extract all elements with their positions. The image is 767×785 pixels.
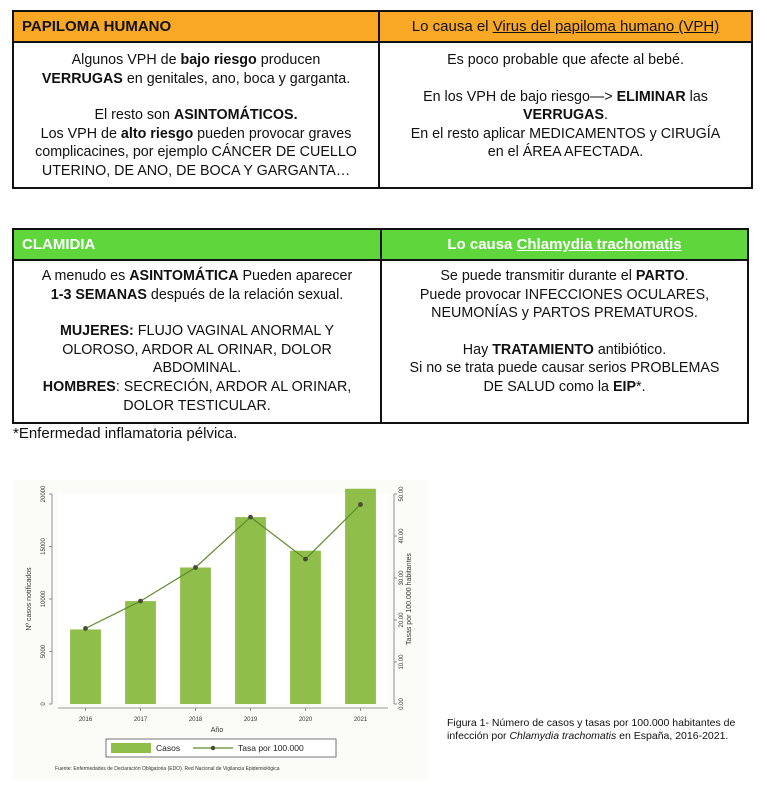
left-axis-title: Nº casos notificados bbox=[26, 567, 33, 631]
text: Algunos VPH de bbox=[71, 52, 181, 68]
x-tick-label: 2017 bbox=[133, 717, 148, 723]
left-tick-label: 0 bbox=[41, 702, 47, 706]
text: Hay bbox=[462, 341, 493, 358]
bar-2019 bbox=[235, 517, 266, 704]
text: antibiótico. bbox=[593, 341, 667, 358]
vph-cause-link[interactable]: Virus del papiloma humano (VPH) bbox=[492, 18, 720, 35]
text: en genitales, ano, boca y garganta. bbox=[122, 70, 351, 87]
footnote: *Enfermedad inflamatoria pélvica. bbox=[13, 425, 238, 442]
right-tick-label: 10.00 bbox=[399, 654, 405, 670]
vph-right-cell bbox=[380, 43, 751, 187]
text: En el resto aplicar MEDICAMENTOS y CIRUGÍA bbox=[410, 125, 721, 142]
bar-2021 bbox=[345, 489, 376, 704]
clamidia-table bbox=[12, 228, 749, 424]
text: En los VPH de bajo riesgo—> bbox=[423, 88, 617, 105]
chart-svg bbox=[13, 480, 428, 780]
clamidia-title: CLAMIDIA bbox=[22, 236, 96, 253]
x-tick-label: 2018 bbox=[188, 717, 203, 723]
right-tick-label: 40.00 bbox=[399, 528, 405, 544]
rate-point-2017 bbox=[138, 599, 143, 604]
text: DE SALUD como la bbox=[483, 378, 613, 395]
text-bold: HOMBRES bbox=[42, 378, 116, 395]
x-axis-title: Año bbox=[210, 727, 224, 734]
text: en el ÁREA AFECTADA. bbox=[487, 144, 644, 161]
figure-caption bbox=[447, 717, 752, 743]
text: Los VPH de bbox=[40, 125, 121, 142]
clamidia-cause-cell bbox=[382, 230, 747, 261]
text-bold: ASINTOMÁTICOS. bbox=[173, 107, 298, 124]
bar-2016 bbox=[70, 629, 101, 704]
right-axis-title: Tasas por 100.000 habitantes bbox=[406, 553, 413, 645]
text: Puede provocar INFECCIONES OCULARES, bbox=[419, 286, 710, 303]
left-tick-label: 20000 bbox=[41, 485, 47, 503]
text-bold: ELIMINAR bbox=[616, 88, 686, 105]
text-bold: bajo riesgo bbox=[180, 52, 257, 68]
text: DOLOR TESTICULAR. bbox=[123, 397, 271, 414]
x-tick-label: 2019 bbox=[243, 717, 258, 723]
x-tick-label: 2021 bbox=[353, 717, 368, 723]
clamidia-right-cell bbox=[382, 261, 747, 422]
bar-2017 bbox=[125, 601, 156, 704]
rate-point-2016 bbox=[83, 626, 88, 631]
text-bold: TRATAMIENTO bbox=[492, 341, 594, 358]
vph-title: PAPILOMA HUMANO bbox=[22, 18, 172, 35]
text: NEUMONÍAS y PARTOS PREMATUROS. bbox=[431, 305, 698, 322]
text: El resto son bbox=[94, 107, 174, 124]
clamidia-title-cell bbox=[14, 230, 382, 261]
text: : SECRECIÓN, ARDOR AL ORINAR, bbox=[115, 378, 352, 395]
left-tick-label: 15000 bbox=[41, 538, 47, 555]
bar-2018 bbox=[180, 568, 211, 705]
bar-2020 bbox=[290, 551, 321, 704]
right-tick-label: 30.00 bbox=[399, 570, 405, 586]
text: . bbox=[684, 268, 689, 284]
vph-title-cell bbox=[14, 12, 380, 43]
right-tick-label: 20.00 bbox=[399, 612, 405, 628]
text-bold: MUJERES: bbox=[59, 323, 134, 340]
legend-line-marker bbox=[211, 746, 215, 750]
text: UTERINO, DE ANO, DE BOCA Y GARGANTA… bbox=[41, 162, 351, 179]
right-tick-label: 0.00 bbox=[399, 698, 405, 710]
right-tick-label: 50.00 bbox=[399, 486, 405, 502]
text: A menudo es bbox=[41, 268, 130, 284]
caption-text-end: en España, 2016-2021. bbox=[616, 730, 729, 742]
text-bold: PARTO bbox=[635, 268, 685, 284]
legend-label-casos: Casos bbox=[156, 743, 181, 753]
vph-cause-prefix: Lo causa el bbox=[411, 18, 493, 35]
legend-label-tasa: Tasa por 100.000 bbox=[238, 743, 304, 753]
clamidia-left-cell bbox=[14, 261, 382, 422]
text-bold: VERRUGAS bbox=[41, 70, 123, 87]
rate-point-2019 bbox=[248, 515, 253, 520]
text: ABDOMINAL. bbox=[152, 360, 242, 377]
text-bold: 1-3 SEMANAS bbox=[50, 286, 147, 303]
caption-species: Chlamydia trachomatis bbox=[509, 730, 617, 742]
text: Pueden aparecer bbox=[238, 268, 353, 284]
rate-point-2020 bbox=[303, 557, 308, 562]
text: Es poco probable que afecte al bebé. bbox=[447, 52, 684, 68]
rate-point-2021 bbox=[358, 502, 363, 507]
text: las bbox=[685, 88, 708, 105]
vph-table bbox=[12, 10, 753, 189]
chart-figure bbox=[13, 480, 428, 780]
text: Se puede transmitir durante el bbox=[440, 268, 636, 284]
x-tick-label: 2016 bbox=[78, 717, 93, 723]
text: . bbox=[604, 107, 608, 124]
text: pueden provocar graves bbox=[193, 125, 352, 142]
text-bold: alto riesgo bbox=[120, 125, 194, 142]
rate-point-2018 bbox=[193, 565, 198, 570]
left-tick-label: 5000 bbox=[41, 644, 47, 659]
text: producen bbox=[256, 52, 321, 68]
chart-source: Fuente: Enfermedades de Declaración Obligatoria (EDO). Red Nacional de Vigilancia Epidemiológica bbox=[55, 766, 280, 772]
text-bold: EIP bbox=[612, 378, 636, 395]
vph-cause-cell bbox=[380, 12, 751, 43]
text-bold: ASINTOMÁTICA bbox=[129, 268, 239, 284]
caption-text: Figura 1- Número de casos y tasas por 100.000 habitantes de infección por bbox=[447, 717, 736, 742]
text: después de la relación sexual. bbox=[146, 286, 344, 303]
left-tick-label: 10000 bbox=[41, 590, 47, 608]
vph-left-cell bbox=[14, 43, 380, 187]
text: Si no se trata puede causar serios PROBLEMAS bbox=[409, 360, 720, 377]
text: complicacines, por ejemplo CÁNCER DE CUELLO bbox=[35, 144, 357, 161]
text-bold: VERRUGAS bbox=[522, 107, 605, 124]
legend-bar-swatch bbox=[111, 743, 151, 753]
clamidia-cause-prefix: Lo causa bbox=[447, 236, 517, 253]
text: *. bbox=[636, 378, 646, 395]
x-tick-label: 2020 bbox=[298, 717, 313, 723]
text: OLOROSO, ARDOR AL ORINAR, DOLOR bbox=[62, 341, 332, 358]
text: FLUJO VAGINAL ANORMAL Y bbox=[133, 323, 335, 340]
clamidia-cause-link[interactable]: Chlamydia trachomatis bbox=[516, 236, 682, 253]
